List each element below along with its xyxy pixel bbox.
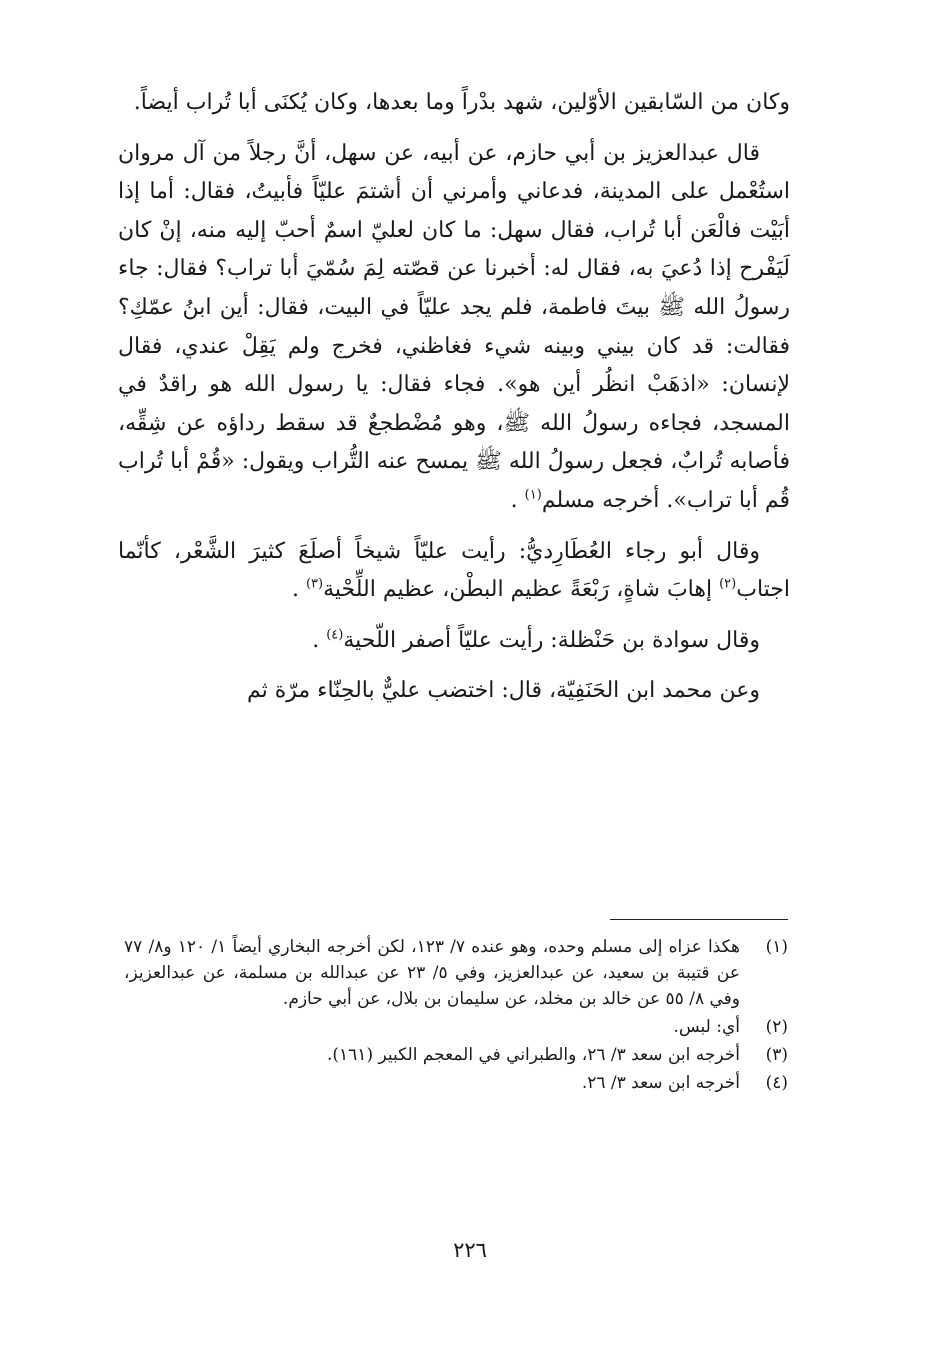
footnote-text: أخرجه ابن سعد ٣/ ٢٦، والطبراني في المعجم الكبير (١٦١). bbox=[327, 1045, 740, 1065]
footnote-ref-3[interactable]: (٣) bbox=[305, 576, 324, 592]
footnote-separator bbox=[610, 919, 788, 920]
paragraph-3: وقال أبو رجاء العُطَارِديُّ: رأيت عليّاً شيخاً أصلَعَ كثيرَ الشَّعْر، كأنّما اجتاب$^{(٢)}$ إهابَ شاةٍ، رَبْعَةً عظيم البطْن، عظيم اللِّحْية$^{(٣)}$ . bbox=[118, 538, 790, 603]
footnote-number: (٣) bbox=[765, 1045, 788, 1065]
footnote-ref-4[interactable]: (٤) bbox=[326, 627, 344, 643]
footnote-ref-1[interactable]: (١) bbox=[524, 487, 542, 503]
footnote-number: (٢) bbox=[765, 1017, 788, 1037]
footnotes bbox=[124, 934, 788, 1098]
footnote-text: أي: لبس. bbox=[673, 1017, 740, 1037]
paragraph-1: وكان من السّابقين الأوّلين، شهد بدْراً وما بعدها، وكان يُكنَى أبا تُراب أيضاً. bbox=[133, 90, 790, 115]
footnote-4 bbox=[124, 1070, 788, 1096]
page-number: ٢٢٦ bbox=[453, 1238, 487, 1262]
main-text bbox=[118, 84, 790, 723]
paragraph-4: وقال سوادة بن حَنْظلة: رأيت عليّاً أصفر اللّحية$^{(٤)}$ . bbox=[312, 627, 760, 653]
paragraph-5: وعن محمد ابن الحَنَفِيّة، قال: اختضب عليٌّ بالحِنّاء مرّة ثم bbox=[246, 678, 760, 704]
paragraph-2: قال عبدالعزيز بن أبي حازم، عن أبيه، عن سهل، أنَّ رجلاً من آل مروان استُعْمل على المدينة، فدعاني وأمرني أن أشتمَ عليّاً فأبيتُ، فقال: أما إذا أبَيْت فالْعَن أبا تُراب، فقال سهل: ما كان لعليّ اسمٌ أحبّ إليه منه، إنْ كان لَيَفْرح إذا دُعيَ به، فقال له: أخبرنا عن قصّته لِمَ سُمّيَ أبا تراب؟ فقال: جاء رسولُ الله ﷺ بيتَ فاطمة، فلم يجد عليّاً في البيت، فقال: أين ابنُ عمّكِ؟ فقالت: قد كان بيني وبينه شيء فغاظني، فخرج ولم يَقِلْ عندي، فقال لإنسان: «اذهَبْ انظُر أين هو». فجاء فقال: يا رسول الله هو راقدٌ في المسجد، فجاءه رسولُ الله ﷺ، وهو مُضْطجعٌ قد سقط رداؤه عن شِقِّه، فأصابه تُرابٌ، فجعل رسولُ الله ﷺ يمسح عنه التُّراب ويقول: «قُمْ أبا تُراب قُم أبا تراب». أخرجه مسلم$^{(١)}$ . bbox=[118, 140, 790, 513]
footnote-ref-2[interactable]: (٢) bbox=[719, 576, 737, 592]
footnote-text: هكذا عزاه إلى مسلم وحده، وهو عنده ٧/ ١٢٣، لكن أخرجه البخاري أيضاً ١/ ١٢٠ و٨/ ٧٧ عن قتيبة بن سعيد، عن عبدالعزيز، وفي ٥/ ٢٣ عن عبدالله بن مسلمة، عن عبدالعزيز، وفي ٨/ ٥٥ عن خالد بن مخلد، عن سليمان بن بلال، عن أبي حازم. bbox=[124, 937, 740, 1009]
footnote-1 bbox=[124, 934, 788, 1012]
footnote-3 bbox=[124, 1042, 788, 1068]
footnote-number: (١) bbox=[765, 937, 788, 957]
footnote-2 bbox=[124, 1014, 788, 1040]
footnote-text: أخرجه ابن سعد ٣/ ٢٦. bbox=[581, 1073, 740, 1093]
footnote-number: (٤) bbox=[765, 1073, 788, 1093]
